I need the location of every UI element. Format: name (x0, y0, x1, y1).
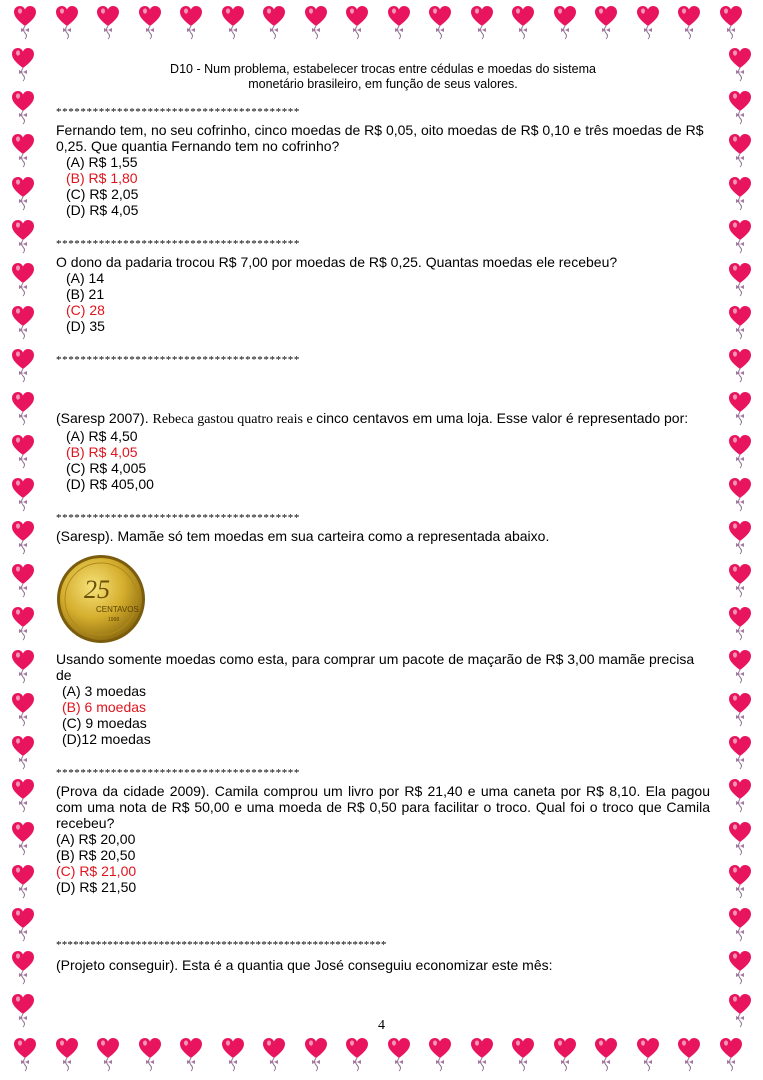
separator-long: ********************************************************** (56, 939, 387, 951)
heart-balloon-icon (729, 607, 751, 641)
heart-balloon-icon (554, 1038, 576, 1072)
heart-balloon-icon (512, 1038, 534, 1072)
heart-balloon-icon (346, 1038, 368, 1072)
q3-serif-part: Rebeca gastou quatro reais e (152, 412, 317, 427)
heart-balloon-icon (512, 6, 534, 40)
heart-balloon-icon (729, 91, 751, 125)
q3-option-b-answer: (B) R$ 4,05 (66, 444, 138, 460)
question-4-text: (Saresp). Mamãe só tem moedas em sua carteira como a representada abaixo. (56, 528, 550, 544)
heart-balloon-icon (388, 6, 410, 40)
q3-suffix: cinco centavos em uma loja. Esse valor é representado por: (316, 410, 689, 426)
heart-balloon-icon (12, 908, 34, 942)
heart-balloon-icon (12, 435, 34, 469)
heart-balloon-icon (222, 1038, 244, 1072)
heart-balloon-icon (729, 392, 751, 426)
heart-balloon-icon (12, 607, 34, 641)
heart-balloon-icon (12, 306, 34, 340)
heart-balloon-icon (429, 6, 451, 40)
question-6-text: (Projeto conseguir). Esta é a quantia que José conseguiu economizar este mês: (56, 957, 553, 973)
heart-balloon-icon (97, 6, 119, 40)
q1-option-c: (C) R$ 2,05 (66, 186, 139, 202)
q5-option-a: (A) R$ 20,00 (56, 831, 136, 847)
heart-balloon-icon (263, 6, 285, 40)
separator: **************************************** (56, 354, 300, 366)
heart-balloon-icon (222, 6, 244, 40)
heart-balloon-icon (729, 779, 751, 813)
heart-balloon-icon (12, 48, 34, 82)
question-2-text: O dono da padaria trocou R$ 7,00 por moedas de R$ 0,25. Quantas moedas ele recebeu? (56, 254, 618, 270)
coin-year: 1998 (108, 617, 120, 623)
heart-balloon-icon (56, 6, 78, 40)
heart-balloon-icon (12, 736, 34, 770)
heart-balloon-icon (139, 1038, 161, 1072)
header-line-1: D10 - Num problema, estabelecer trocas entre cédulas e moedas do sistema (170, 62, 596, 76)
heart-balloon-icon (729, 521, 751, 555)
heart-border-top (0, 0, 763, 48)
separator: **************************************** (56, 512, 300, 524)
heart-balloon-icon (729, 650, 751, 684)
heart-border-left (0, 0, 40, 1080)
heart-balloon-icon (180, 6, 202, 40)
coin-25-centavos-image (56, 554, 146, 644)
heart-balloon-icon (12, 822, 34, 856)
heart-balloon-icon (729, 435, 751, 469)
heart-balloon-icon (12, 134, 34, 168)
heart-balloon-icon (305, 6, 327, 40)
q5-option-d: (D) R$ 21,50 (56, 879, 137, 895)
heart-balloon-icon (12, 951, 34, 985)
heart-balloon-icon (12, 177, 34, 211)
heart-balloon-icon (12, 91, 34, 125)
q4-option-d: (D)12 moedas (62, 731, 151, 747)
heart-balloon-icon (678, 6, 700, 40)
heart-balloon-icon (12, 478, 34, 512)
heart-balloon-icon (12, 564, 34, 598)
q3-option-a: (A) R$ 4,50 (66, 428, 138, 444)
heart-balloon-icon (554, 6, 576, 40)
heart-border-bottom (0, 1032, 763, 1080)
q5-option-c-answer: (C) R$ 21,00 (56, 863, 137, 879)
heart-balloon-icon (729, 134, 751, 168)
heart-balloon-icon (388, 1038, 410, 1072)
heart-balloon-icon (180, 1038, 202, 1072)
page-content (56, 62, 710, 973)
heart-balloon-icon (729, 908, 751, 942)
heart-balloon-icon (12, 263, 34, 297)
heart-balloon-icon (729, 564, 751, 598)
heart-balloon-icon (729, 736, 751, 770)
heart-balloon-icon (595, 1038, 617, 1072)
heart-balloon-icon (12, 779, 34, 813)
heart-balloon-icon (729, 263, 751, 297)
q1-option-a: (A) R$ 1,55 (66, 154, 138, 170)
heart-balloon-icon (305, 1038, 327, 1072)
heart-balloon-icon (729, 822, 751, 856)
question-3-text (56, 410, 710, 428)
q2-option-a: (A) 14 (66, 270, 105, 286)
separator: **************************************** (56, 238, 300, 250)
page-header (56, 62, 710, 92)
heart-balloon-icon (471, 6, 493, 40)
heart-balloon-icon (471, 1038, 493, 1072)
heart-balloon-icon (729, 177, 751, 211)
coin-number: 25 (84, 575, 110, 604)
heart-border-right (723, 0, 763, 1080)
q4-option-c: (C) 9 moedas (62, 715, 147, 731)
heart-balloon-icon (263, 1038, 285, 1072)
heart-balloon-icon (729, 693, 751, 727)
heart-balloon-icon (729, 951, 751, 985)
page-number: 4 (378, 1018, 385, 1033)
heart-balloon-icon (12, 693, 34, 727)
heart-balloon-icon (12, 650, 34, 684)
heart-balloon-icon (637, 1038, 659, 1072)
q5-option-b: (B) R$ 20,50 (56, 847, 136, 863)
heart-balloon-icon (429, 1038, 451, 1072)
q3-option-c: (C) R$ 4,005 (66, 460, 147, 476)
heart-balloon-icon (97, 1038, 119, 1072)
q2-option-d: (D) 35 (66, 318, 105, 334)
heart-balloon-icon (56, 1038, 78, 1072)
heart-balloon-icon (729, 865, 751, 899)
heart-balloon-icon (729, 306, 751, 340)
q3-source: (Saresp 2007). (56, 410, 153, 426)
heart-balloon-icon (139, 6, 161, 40)
heart-balloon-icon (346, 6, 368, 40)
question-5-text: (Prova da cidade 2009). Camila comprou um livro por R$ 21,40 e uma caneta por R$ 8,10. Ela pagou com uma nota de R$ 50,00 e uma moeda de R$ 0,50 para facilitar o troco. Qual foi o troco que Camila recebeu? (56, 783, 710, 831)
heart-balloon-icon (595, 6, 617, 40)
heart-balloon-icon (12, 349, 34, 383)
q4-option-a: (A) 3 moedas (62, 683, 147, 699)
separator: **************************************** (56, 106, 300, 118)
header-line-2: monetário brasileiro, em função de seus valores. (248, 77, 518, 91)
q3-option-d: (D) R$ 405,00 (66, 476, 154, 492)
heart-balloon-icon (729, 220, 751, 254)
heart-balloon-icon (12, 220, 34, 254)
heart-balloon-icon (729, 48, 751, 82)
question-4-text-2: Usando somente moedas como esta, para comprar um pacote de maçarão de R$ 3,00 mamãe precisa de (56, 651, 695, 683)
q1-option-d: (D) R$ 4,05 (66, 202, 139, 218)
heart-balloon-icon (12, 521, 34, 555)
q2-option-b: (B) 21 (66, 286, 105, 302)
heart-balloon-icon (729, 349, 751, 383)
heart-balloon-icon (678, 1038, 700, 1072)
heart-balloon-icon (12, 865, 34, 899)
heart-balloon-icon (729, 478, 751, 512)
question-1-text: Fernando tem, no seu cofrinho, cinco moedas de R$ 0,05, oito moedas de R$ 0,10 e três moedas de R$ 0,25. Que quantia Fernando tem no cofrinho? (56, 122, 704, 154)
heart-balloon-icon (637, 6, 659, 40)
q2-option-c-answer: (C) 28 (66, 302, 105, 318)
q4-option-b-answer: (B) 6 moedas (62, 699, 147, 715)
separator: **************************************** (56, 767, 300, 779)
q1-option-b-answer: (B) R$ 1,80 (66, 170, 138, 186)
coin-word: CENTAVOS (96, 605, 139, 614)
heart-balloon-icon (12, 392, 34, 426)
